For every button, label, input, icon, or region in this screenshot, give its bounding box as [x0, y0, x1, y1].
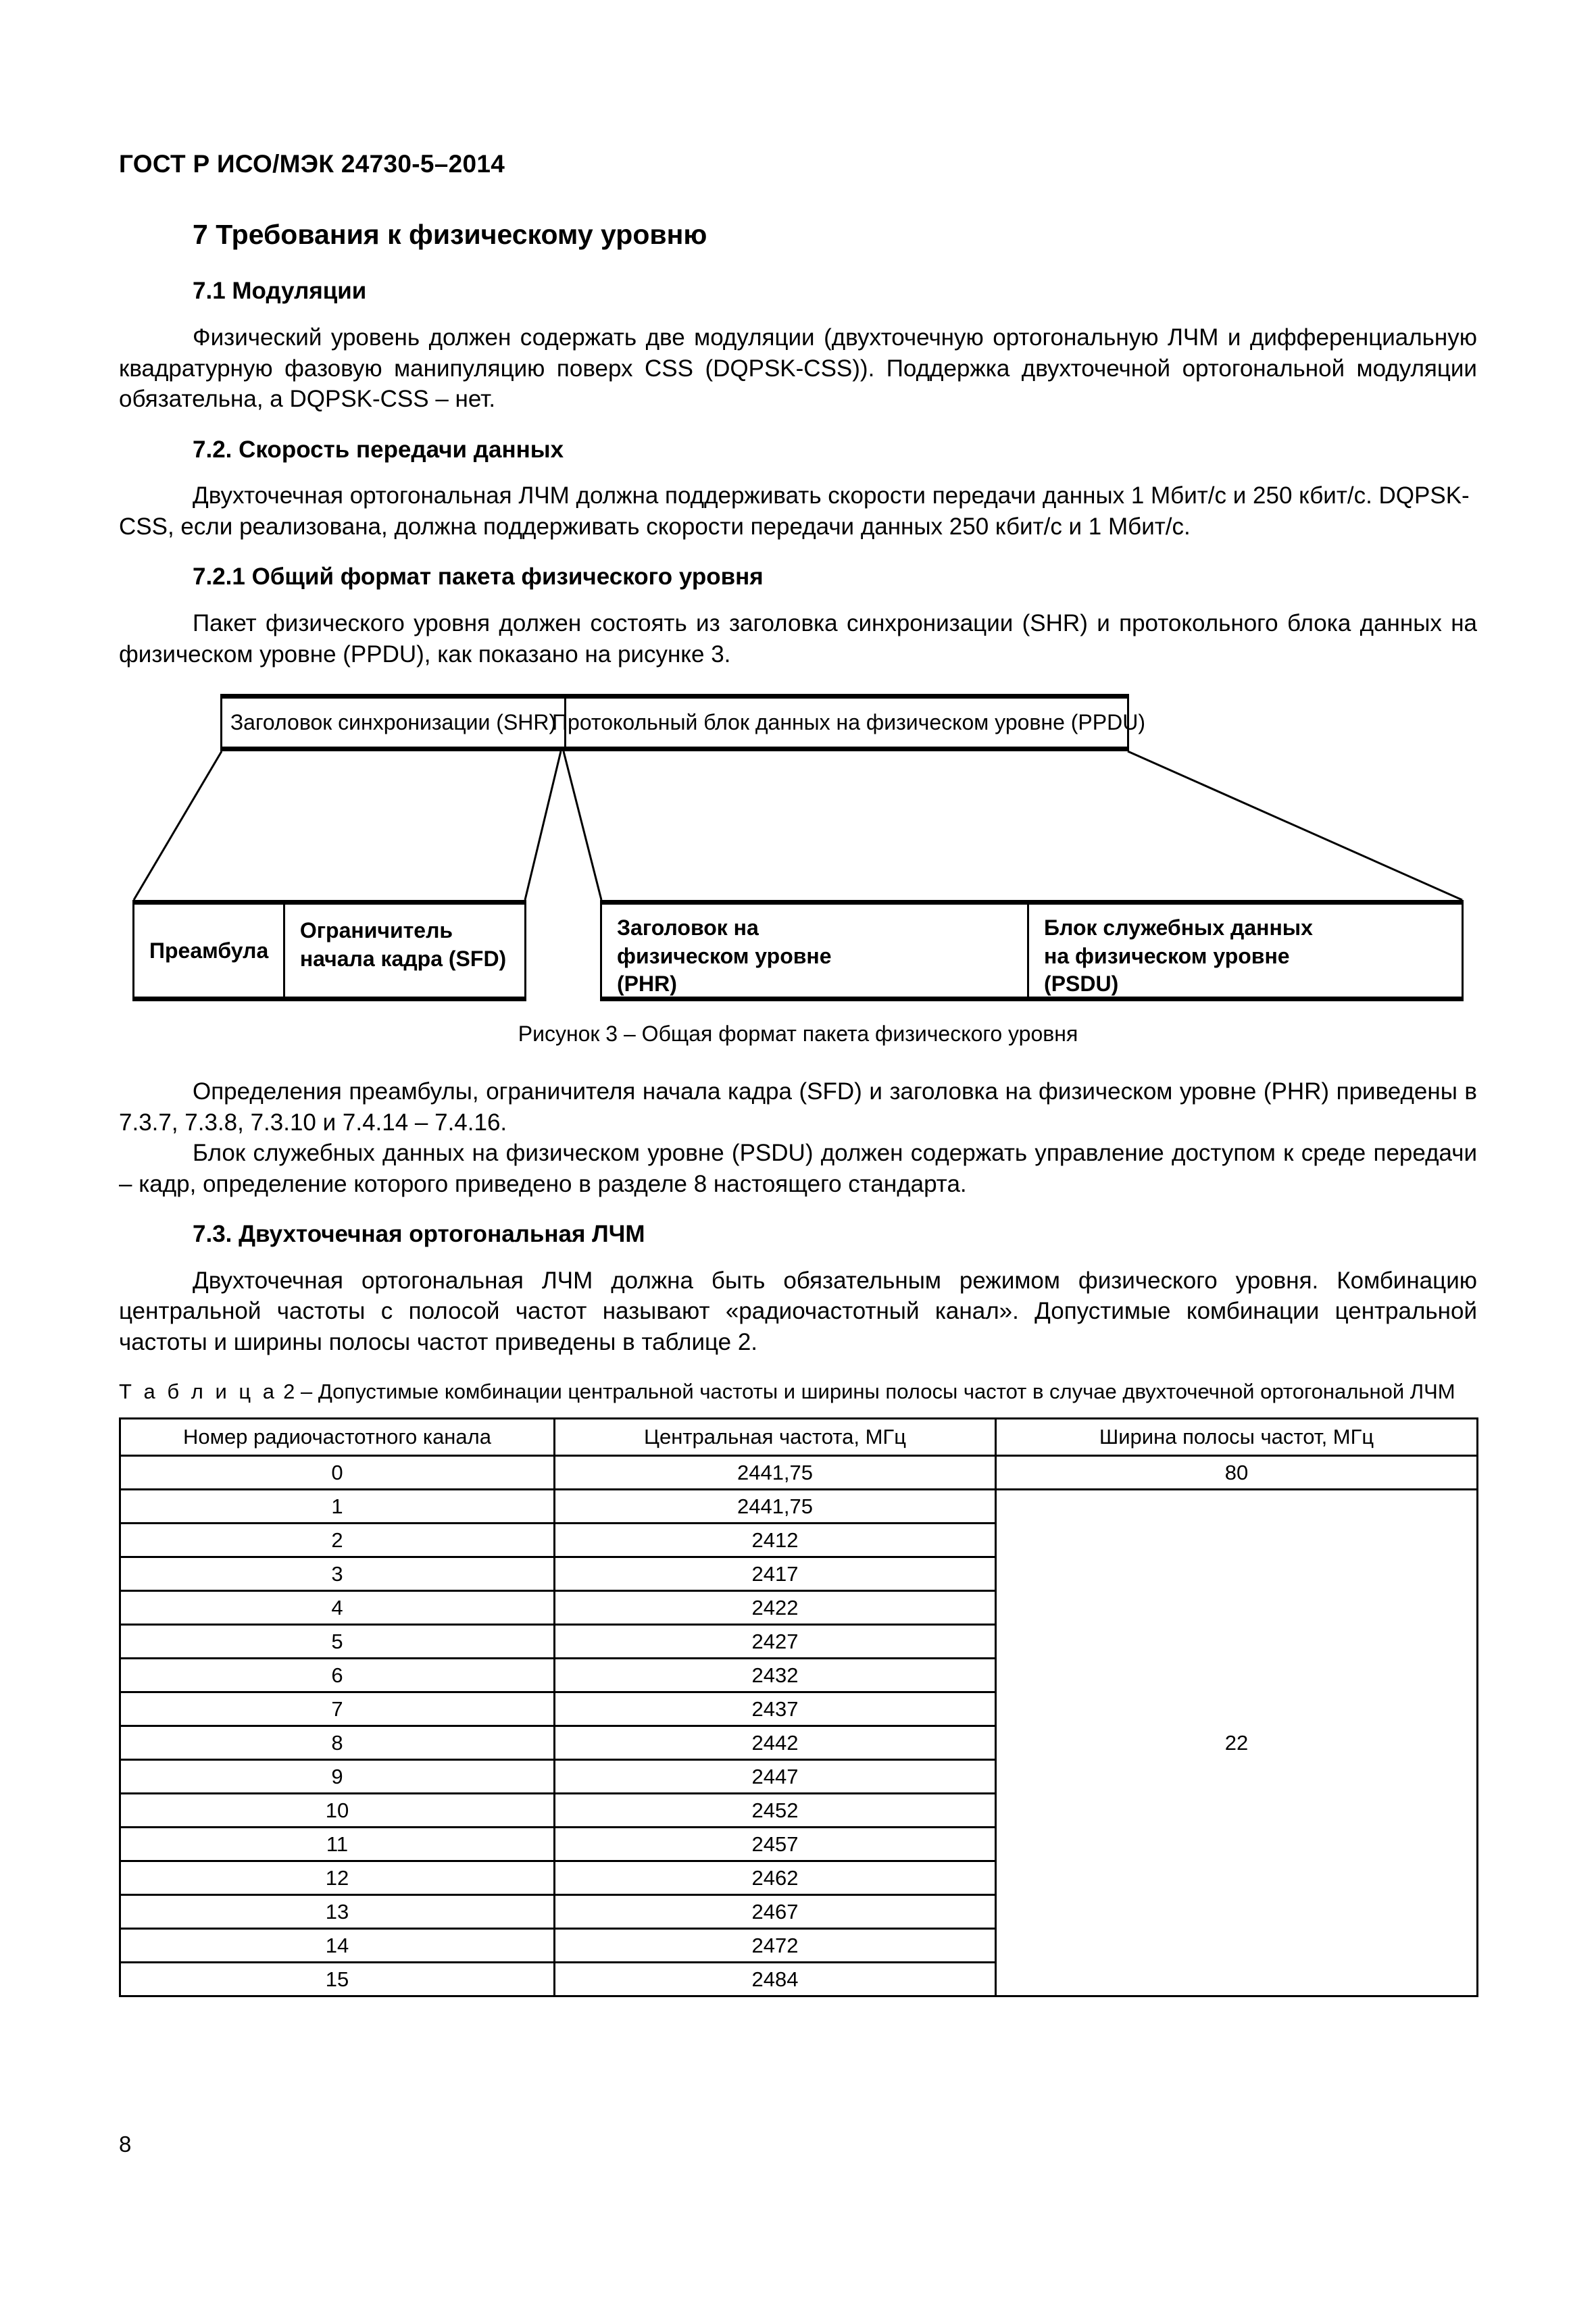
cell-center-frequency: 2427 [555, 1625, 996, 1659]
cell-center-frequency: 2447 [555, 1760, 996, 1794]
figure-3-preamble-box: Преамбула [149, 938, 269, 963]
cell-center-frequency: 2442 [555, 1726, 996, 1760]
table-row [120, 1456, 1478, 1490]
figure-3-top-row [220, 694, 1145, 751]
figure-3-ppdu-box: Протокольный блок данных на физическом уровне (PPDU) [564, 699, 1131, 747]
cell-channel-number: 1 [120, 1490, 555, 1524]
cell-channel-number: 7 [120, 1692, 555, 1726]
cell-channel-number: 15 [120, 1963, 555, 1996]
figure-3-phr-line-3: (PHR) [617, 972, 677, 997]
section-7-heading: 7 Требования к физическому уровню [193, 219, 707, 250]
section-7-1-paragraph: Физический уровень должен содержать две модуляции (двухточечную ортогональную ЛЧМ и дифференциальную квадратурную фазовую манипуляцию поверх CSS (DQPSK-CSS)). Поддержка двухточечной ортогональной модуляции обязательна, а DQPSK-CSS – нет. [119, 324, 1477, 412]
cell-center-frequency: 2441,75 [555, 1490, 996, 1524]
page-content [119, 218, 1477, 1997]
cell-channel-number: 6 [120, 1659, 555, 1692]
table-header-row [120, 1419, 1478, 1456]
table-2-caption-label: Т а б л и ц а [119, 1380, 278, 1404]
figure-3-caption: Рисунок 3 – Общая формат пакета физического уровня [518, 1022, 1078, 1046]
cell-channel-number: 12 [120, 1861, 555, 1895]
cell-channel-number: 13 [120, 1895, 555, 1929]
figure-3-phr-line-1: Заголовок на [617, 915, 759, 940]
figure-3-sfd-line-2: начала кадра (SFD) [299, 946, 507, 971]
table-row [120, 1490, 1478, 1524]
table-2-caption-text: 2 – Допустимые комбинации центральной частоты и ширины полосы частот в случае двухточечной ортогональной ЛЧМ [277, 1380, 1455, 1404]
cell-channel-number: 2 [120, 1524, 555, 1557]
figure-3-phr-box [602, 905, 1027, 997]
table-header-bandwidth: Ширина полосы частот, МГц [996, 1419, 1478, 1456]
cell-channel-number: 4 [120, 1591, 555, 1625]
cell-center-frequency: 2441,75 [555, 1456, 996, 1490]
cell-center-frequency: 2437 [555, 1692, 996, 1726]
cell-center-frequency: 2422 [555, 1591, 996, 1625]
section-7-2-paragraph: Двухточечная ортогональная ЛЧМ должна поддерживать скорости передачи данных 1 Мбит/с и 250 кбит/с. DQPSK-CSS, если реализована, должна поддерживать скорости передачи данных 250 кбит/с и 1 Мбит/с. [119, 482, 1470, 540]
section-7-2-heading: 7.2. Скорость передачи данных [193, 436, 564, 463]
cell-channel-number: 5 [120, 1625, 555, 1659]
cell-center-frequency: 2457 [555, 1828, 996, 1861]
cell-center-frequency: 2462 [555, 1861, 996, 1895]
cell-center-frequency: 2472 [555, 1929, 996, 1963]
cell-channel-number: 9 [120, 1760, 555, 1794]
figure-3-shr-detail-row [132, 900, 526, 1001]
cell-channel-number: 11 [120, 1828, 555, 1861]
section-7-1-heading: 7.1 Модуляции [193, 278, 367, 305]
cell-channel-number: 10 [120, 1794, 555, 1828]
cell-center-frequency: 2417 [555, 1557, 996, 1591]
cell-channel-number: 0 [120, 1456, 555, 1490]
figure-3-shr-box: Заголовок синхронизации (SHR) [230, 710, 557, 734]
after-figure-paragraph-1: Определения преамбулы, ограничителя начала кадра (SFD) и заголовка на физическом уровне (PHR) приведены в 7.3.7, 7.3.8, 7.3.10 и 7.4.14 – 7.4.16. [119, 1078, 1477, 1136]
figure-3-psdu-box [1027, 905, 1462, 997]
table-body [120, 1456, 1478, 1996]
figure-3-ppdu-detail-row [600, 900, 1464, 1001]
page-number: 8 [119, 2132, 132, 2157]
cell-center-frequency: 2432 [555, 1659, 996, 1692]
table-header-center-frequency: Центральная частота, МГц [555, 1419, 996, 1456]
table-header-channel-number: Номер радиочастотного канала [120, 1419, 555, 1456]
cell-channel-number: 14 [120, 1929, 555, 1963]
table-2-rf-channels [119, 1417, 1478, 1997]
section-7-3-paragraph: Двухточечная ортогональная ЛЧМ должна быть обязательным режимом физического уровня. Комбинацию центральной частоты с полосой частот называют «радиочастотный канал». Допустимые комбинации центральной частоты и ширины полосы частот приведены в таблице 2. [119, 1267, 1477, 1355]
section-7-2-1-heading: 7.2.1 Общий формат пакета физического уровня [193, 563, 764, 590]
table-2-caption [119, 1378, 1477, 1405]
section-7-3-heading: 7.3. Двухточечная ортогональная ЛЧМ [193, 1221, 645, 1247]
running-header-standard-id: ГОСТ Р ИСО/МЭК 24730-5–2014 [119, 150, 505, 178]
cell-bandwidth: 22 [996, 1490, 1478, 1996]
figure-3-psdu-line-3: (PSDU) [1044, 972, 1119, 997]
figure-3-psdu-line-1: Блок служебных данных [1044, 915, 1313, 940]
figure-3-sfd-box [283, 905, 524, 997]
cell-channel-number: 8 [120, 1726, 555, 1760]
cell-center-frequency: 2484 [555, 1963, 996, 1996]
section-7-2-1-paragraph: Пакет физического уровня должен состоять из заголовка синхронизации (SHR) и протокольного блока данных на физическом уровне (PPDU), как показано на рисунке 3. [119, 610, 1477, 668]
cell-channel-number: 3 [120, 1557, 555, 1591]
figure-3-sfd-line-1: Ограничитель [299, 918, 453, 942]
figure-3-packet-format [119, 694, 1477, 1001]
cell-bandwidth: 80 [996, 1456, 1478, 1490]
after-figure-paragraph-2: Блок служебных данных на физическом уровне (PSDU) должен содержать управление доступом к среде передачи – кадр, определение которого приведено в разделе 8 настоящего стандарта. [119, 1140, 1477, 1197]
cell-center-frequency: 2467 [555, 1895, 996, 1929]
figure-3-psdu-line-2: на физическом уровне [1044, 943, 1290, 968]
figure-3-phr-line-2: физическом уровне [617, 943, 832, 968]
cell-center-frequency: 2452 [555, 1794, 996, 1828]
cell-center-frequency: 2412 [555, 1524, 996, 1557]
